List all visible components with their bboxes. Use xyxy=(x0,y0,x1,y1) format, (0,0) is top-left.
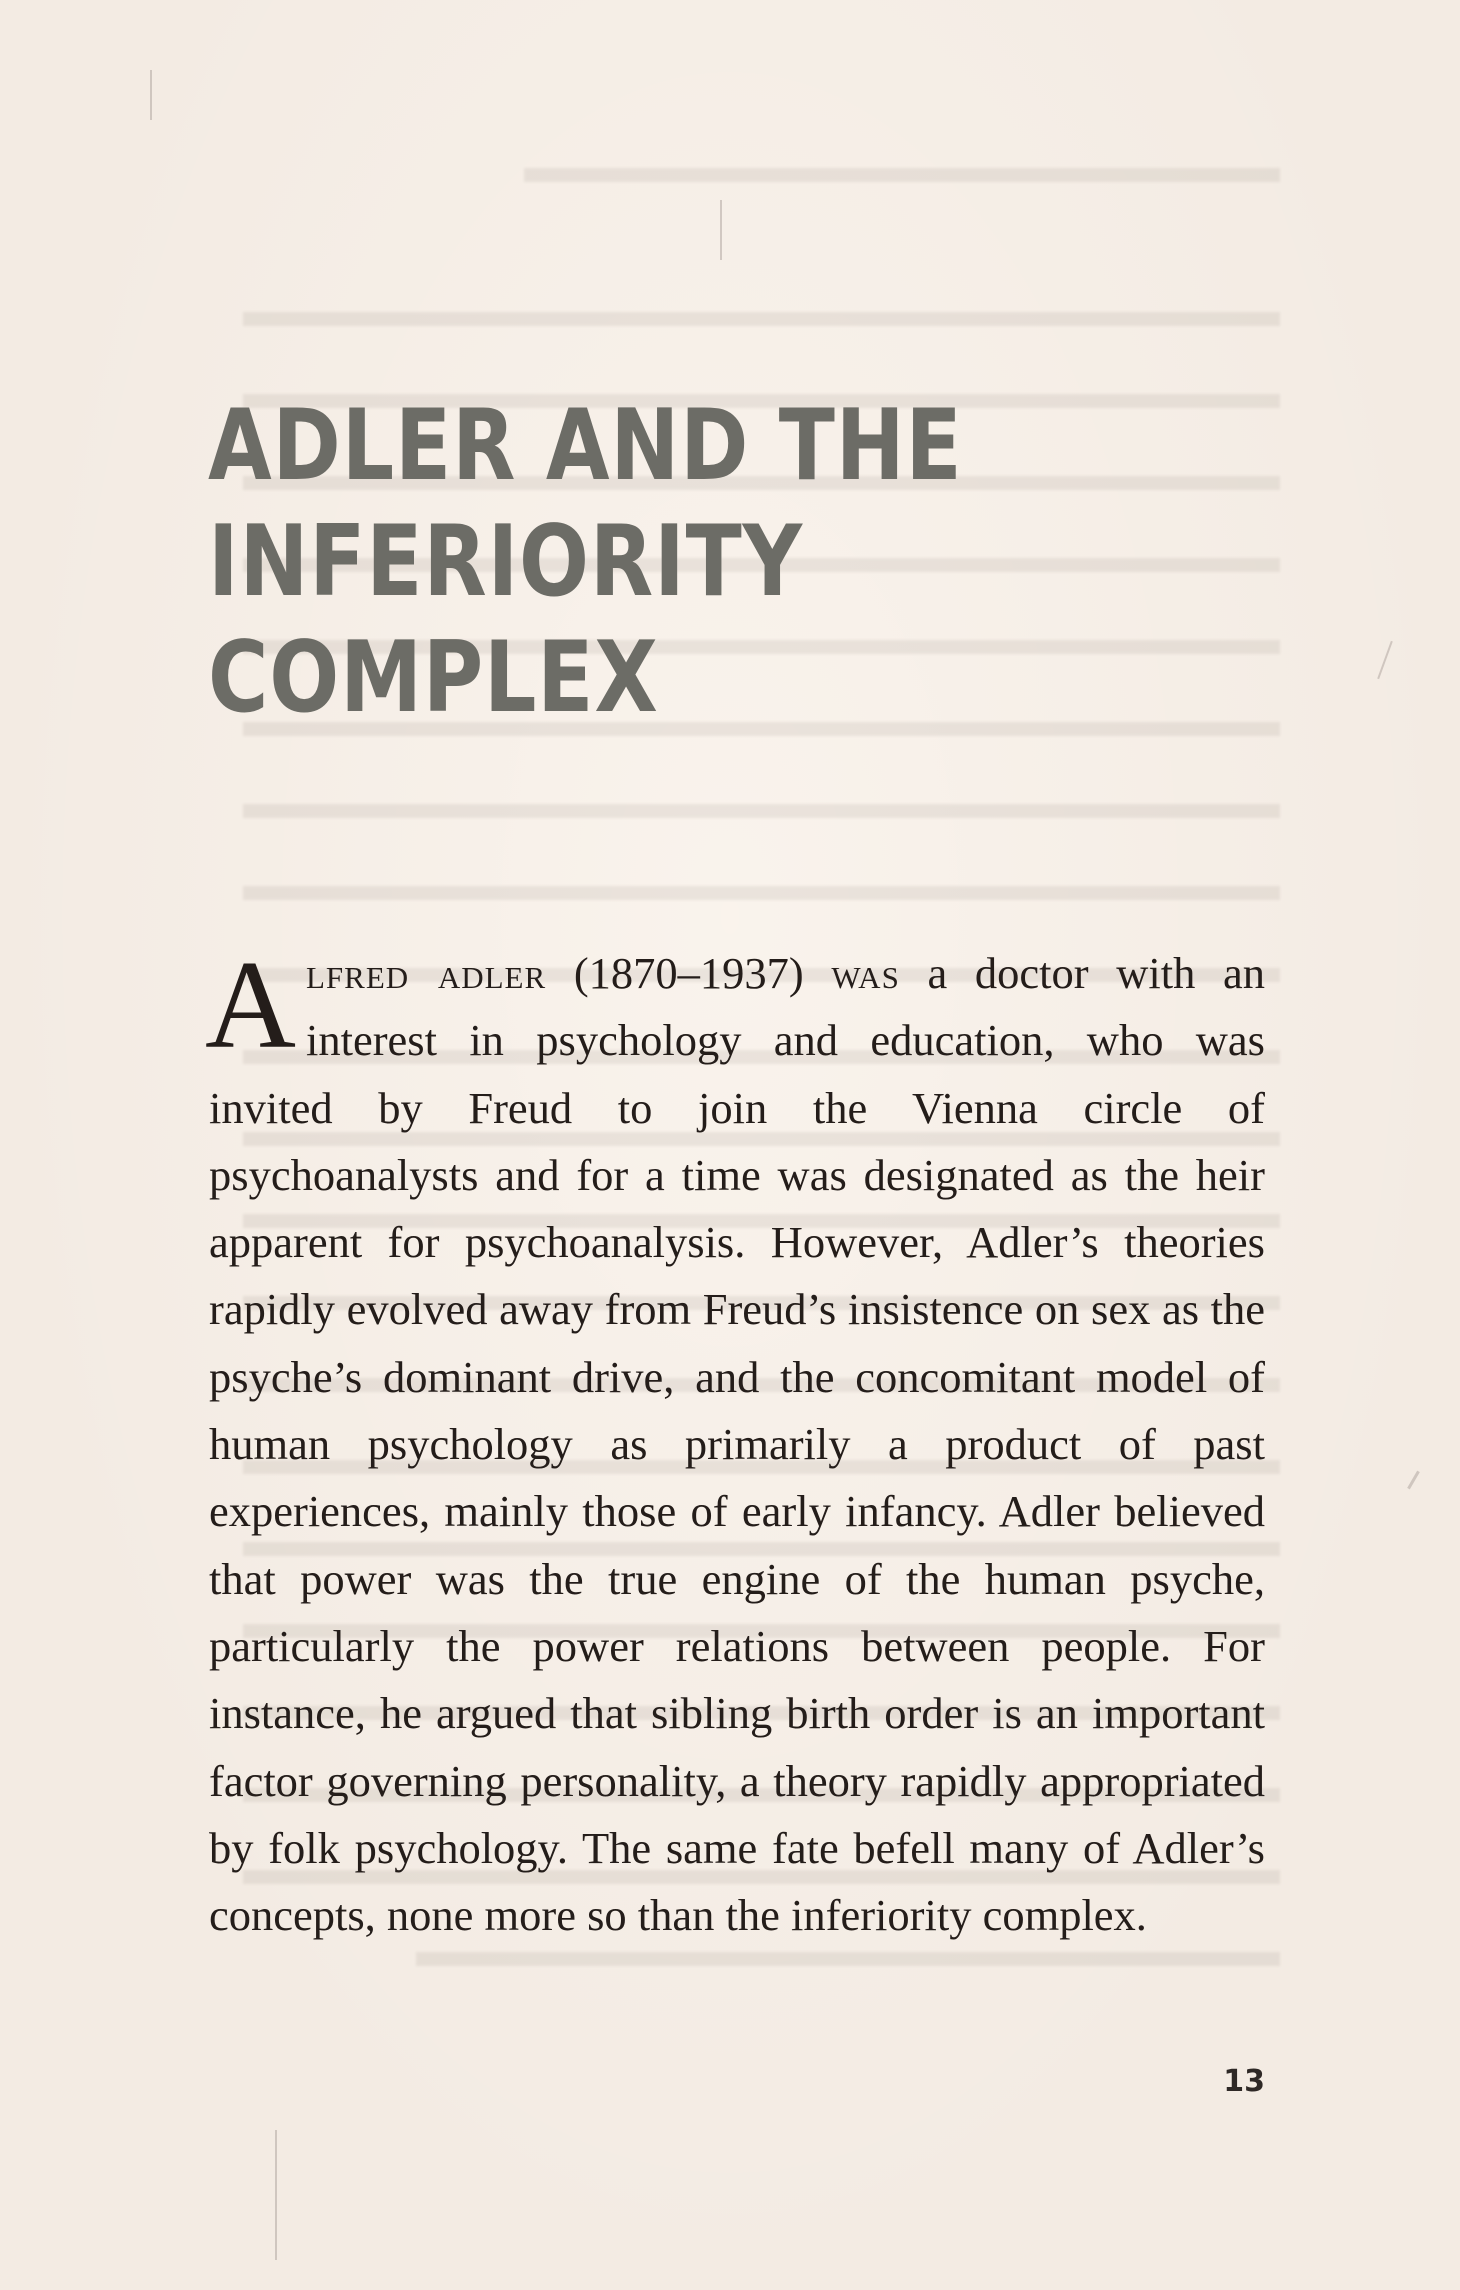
page-number: 13 xyxy=(1223,2064,1265,2099)
drop-cap: A xyxy=(205,936,296,1075)
paper-speck xyxy=(1407,1471,1420,1490)
paper-speck xyxy=(1377,641,1393,679)
small-caps-was: was xyxy=(831,948,900,998)
paper-speck xyxy=(275,2130,277,2260)
chapter-title: ADLER AND THE INFERIORITY COMPLEX xyxy=(208,389,963,735)
body-paragraph xyxy=(205,936,1265,1949)
author-years: (1870–1937) xyxy=(546,948,832,998)
paper-speck xyxy=(150,70,152,120)
small-caps-lead-in: lfred adler xyxy=(306,948,547,998)
paragraph-text: a doctor with an interest in psychology and education, who was invited by Freud to join the Vienna circle of psychoanalysts and for a time was designated as the heir apparent for psychoanalysis. However, Adler’s theories rapidly evolved away from Freud’s insistence on sex as the psyche’s dominant drive, and the concomitant model of human psychology as primarily a product of past experiences, mainly those of early infancy. Adler believed that power was the true engine of the human psyche, particularly the power relations between people. For instance, he argued that sibling birth order is an important factor governing personality, a theory rapidly appropriated by folk psychology. The same fate befell many of Adler’s concepts, none more so than the inferiority complex. xyxy=(209,948,1265,1941)
paper-speck xyxy=(720,200,722,260)
